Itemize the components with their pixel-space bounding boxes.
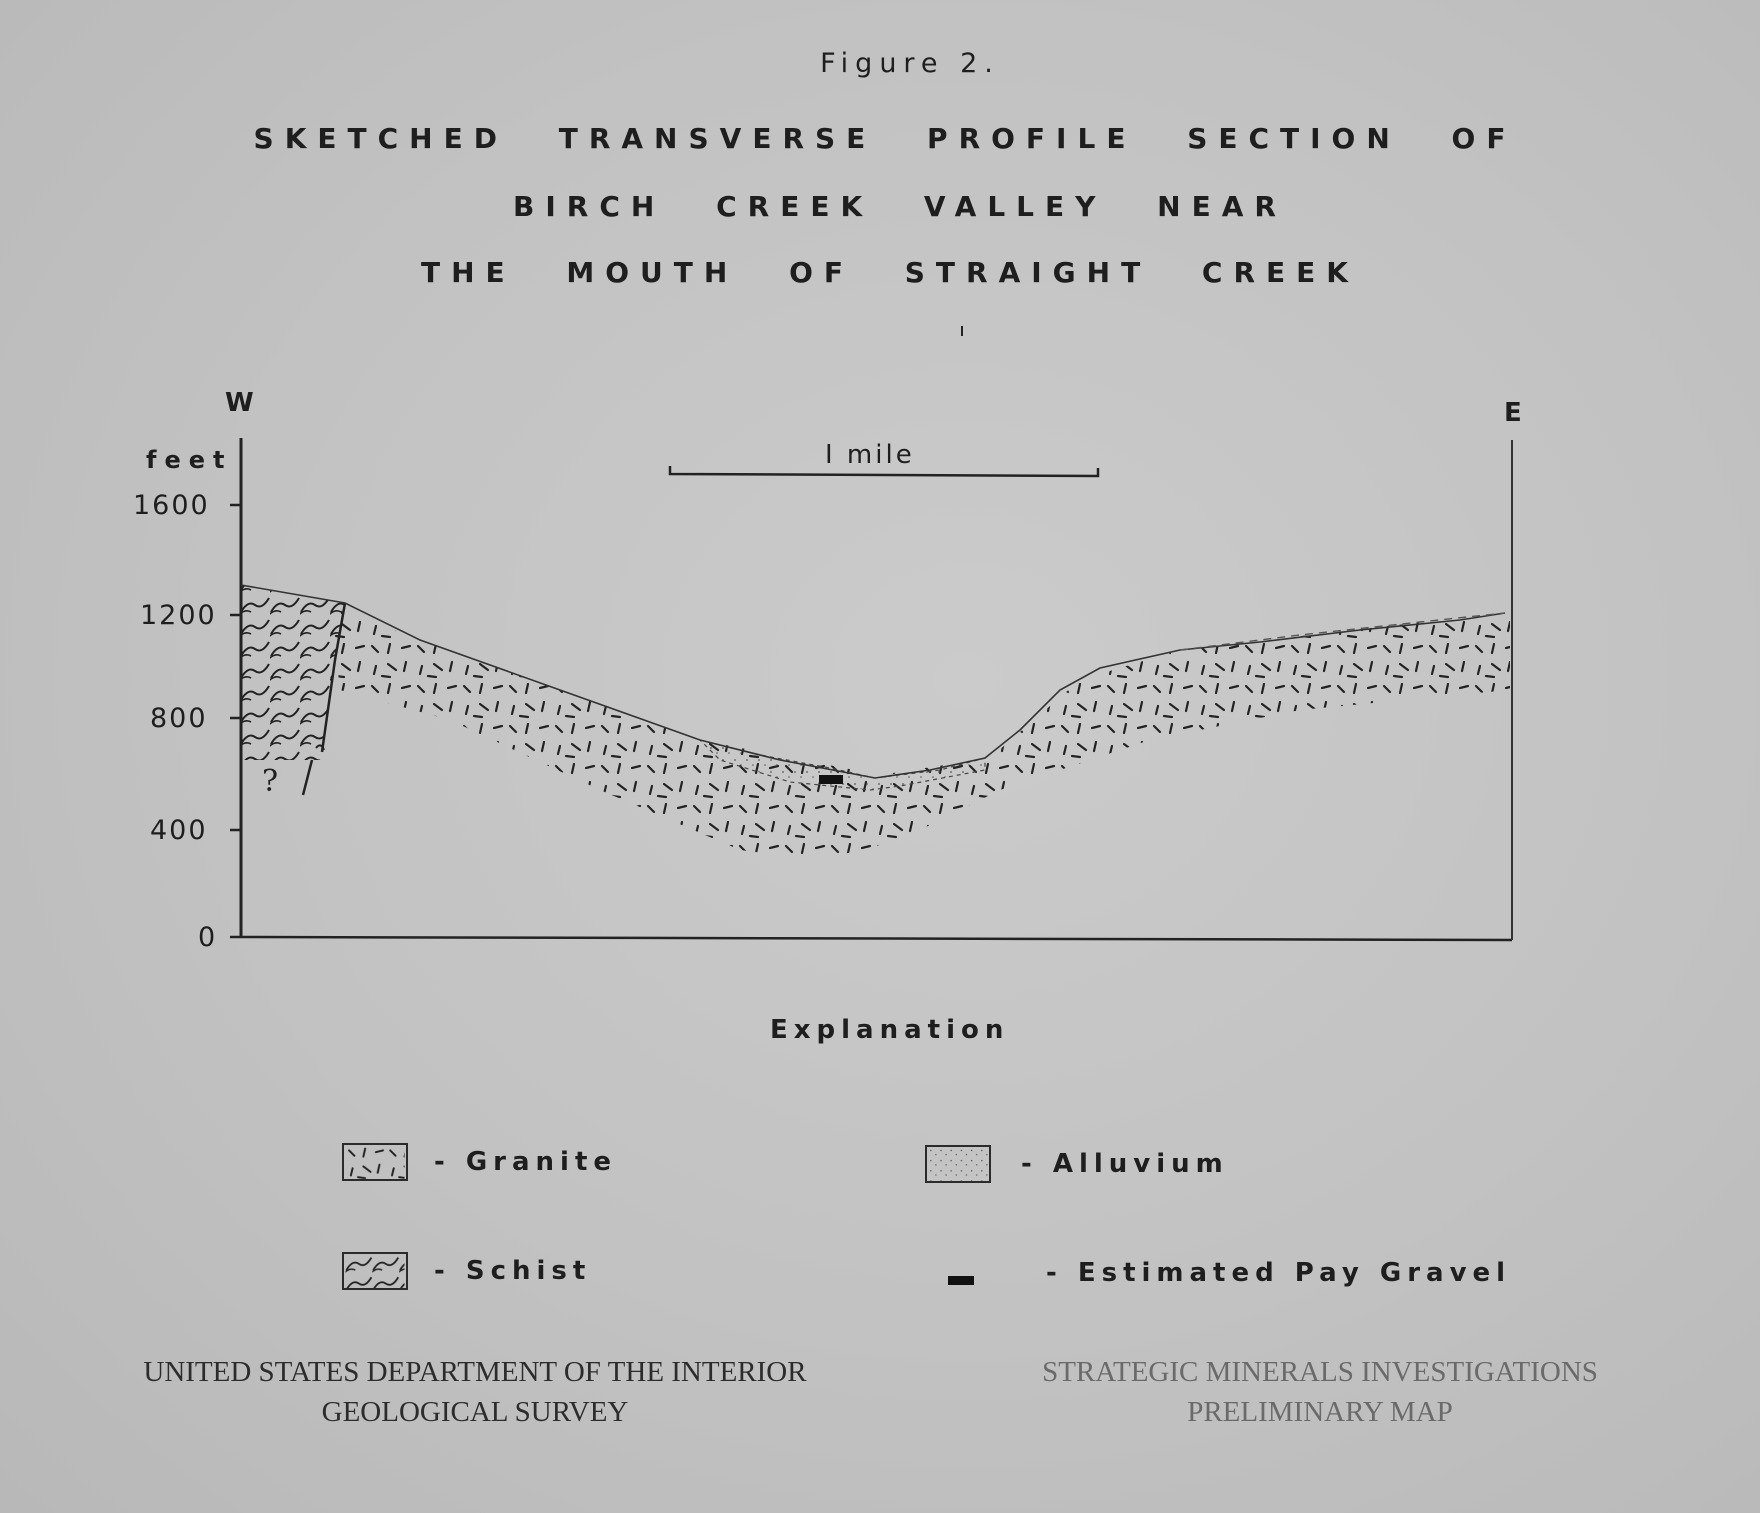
granite-swatch: [342, 1143, 408, 1181]
east-label: E: [1504, 398, 1522, 428]
footer-agency: UNITED STATES DEPARTMENT OF THE INTERIOR: [143, 1356, 807, 1388]
pay-gravel-swatch: [948, 1276, 974, 1285]
west-label: W: [225, 388, 254, 418]
legend-label-granite: - Granite: [434, 1147, 618, 1177]
y-tick-label-0: 0: [198, 922, 218, 953]
scale-bar-label: I mile: [825, 440, 915, 470]
legend-item-pay-gravel: [948, 1258, 1511, 1288]
y-tick-label-1200: 1200: [140, 600, 217, 631]
legend-label-alluvium: - Alluvium: [1021, 1149, 1229, 1179]
footer-series: STRATEGIC MINERALS INVESTIGATIONS: [1042, 1356, 1598, 1388]
uncertain-contact: [303, 760, 312, 795]
x-axis: [241, 937, 1512, 940]
alluvium-swatch: [925, 1145, 991, 1183]
y-tick-label-1600: 1600: [133, 490, 210, 521]
unit-label: feet: [146, 446, 233, 474]
legend-item-alluvium: [925, 1145, 1229, 1183]
uncertain-mark: ?: [262, 764, 279, 799]
footer-right: [960, 1352, 1680, 1432]
pay-gravel-marker: [819, 775, 843, 784]
granite-body: [300, 580, 1520, 880]
legend-label-schist: - Schist: [434, 1256, 592, 1286]
schist-swatch: [342, 1252, 408, 1290]
y-tick-label-800: 800: [150, 703, 208, 734]
title-line-3: THE MOUTH OF STRAIGHT CREEK: [420, 256, 1359, 289]
y-tick-label-400: 400: [150, 815, 208, 846]
figure-number: Figure 2.: [820, 48, 1000, 79]
legend-item-granite: [342, 1143, 617, 1181]
legend-heading: Explanation: [770, 1015, 1010, 1045]
legend-label-pay-gravel: - Estimated Pay Gravel: [1046, 1258, 1512, 1288]
footer-left: [40, 1352, 910, 1432]
legend-item-schist: [342, 1252, 591, 1290]
footer-survey: GEOLOGICAL SURVEY: [321, 1396, 629, 1428]
title-line-1: SKETCHED TRANSVERSE PROFILE SECTION OF: [253, 122, 1517, 155]
title-line-2: BIRCH CREEK VALLEY NEAR: [513, 190, 1287, 223]
footer-map-type: PRELIMINARY MAP: [1187, 1396, 1453, 1428]
